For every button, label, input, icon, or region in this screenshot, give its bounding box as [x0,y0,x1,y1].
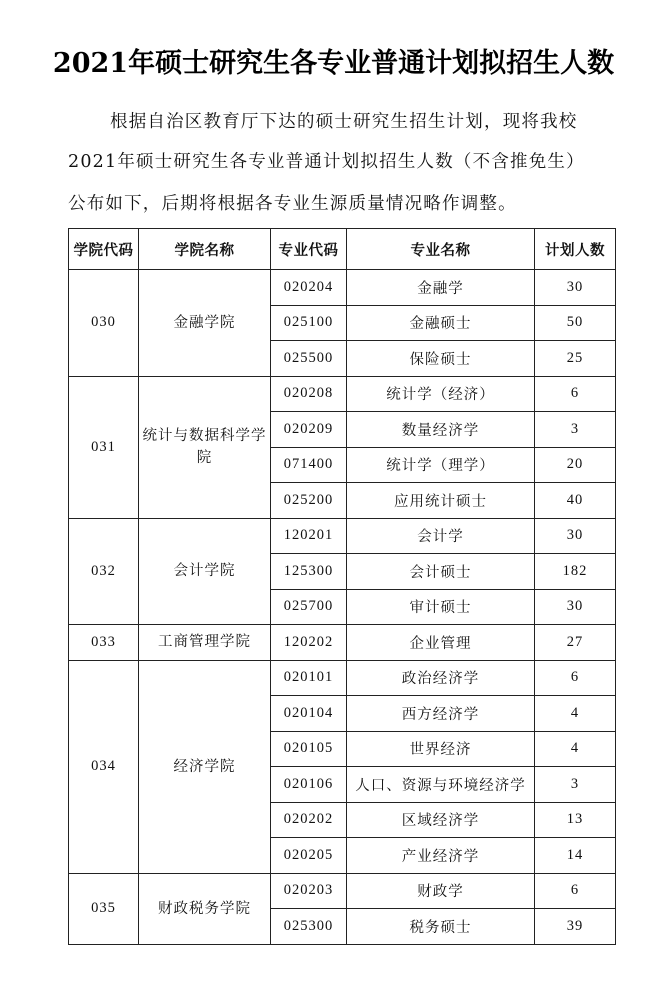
major-name-cell: 产业经济学 [347,838,535,874]
header-college-name: 学院名称 [139,229,271,270]
major-code-cell: 020209 [271,412,347,448]
major-code-cell: 125300 [271,554,347,590]
plan-count-cell: 182 [535,554,616,590]
plan-count-cell: 30 [535,518,616,554]
intro-line-2: 2021年硕士研究生各专业普通计划拟招生人数（不含推免生） [68,152,585,172]
major-name-cell: 保险硕士 [347,341,535,377]
plan-count-cell: 4 [535,731,616,767]
table-body [69,270,616,945]
college-code-cell: 032 [69,518,139,625]
major-name-cell: 人口、资源与环境经济学 [347,767,535,803]
major-name-cell: 数量经济学 [347,412,535,448]
major-code-cell: 025200 [271,483,347,519]
major-code-cell: 071400 [271,447,347,483]
college-name-cell: 会计学院 [139,518,271,625]
major-code-cell: 020101 [271,660,347,696]
college-name-cell: 工商管理学院 [139,625,271,661]
college-name-cell: 经济学院 [139,660,271,873]
page-title: 2021年硕士研究生各专业普通计划拟招生人数 [52,48,615,79]
table-row [69,873,616,909]
table-row [69,625,616,661]
college-name-cell: 统计与数据科学学院 [139,376,271,518]
college-code-cell: 030 [69,270,139,377]
college-name-cell: 金融学院 [139,270,271,377]
major-code-cell: 025500 [271,341,347,377]
major-code-cell: 020208 [271,376,347,412]
major-code-cell: 020104 [271,696,347,732]
major-name-cell: 应用统计硕士 [347,483,535,519]
header-major-name: 专业名称 [347,229,535,270]
major-code-cell: 120202 [271,625,347,661]
major-code-cell: 020204 [271,270,347,306]
college-code-cell: 034 [69,660,139,873]
major-name-cell: 西方经济学 [347,696,535,732]
plan-count-cell: 6 [535,376,616,412]
major-name-cell: 企业管理 [347,625,535,661]
plan-count-cell: 6 [535,660,616,696]
plan-count-cell: 13 [535,802,616,838]
plan-count-cell: 30 [535,589,616,625]
table-row [69,660,616,696]
plan-count-cell: 27 [535,625,616,661]
major-code-cell: 020105 [271,731,347,767]
plan-count-cell: 4 [535,696,616,732]
intro-line-1: 根据自治区教育厅下达的硕士研究生招生计划，现将我校 [110,112,578,132]
major-code-cell: 020203 [271,873,347,909]
plan-count-cell: 25 [535,341,616,377]
major-name-cell: 财政学 [347,873,535,909]
major-code-cell: 025700 [271,589,347,625]
header-major-code: 专业代码 [271,229,347,270]
major-code-cell: 020205 [271,838,347,874]
major-name-cell: 统计学（经济） [347,376,535,412]
table-row [69,376,616,412]
plan-count-cell: 39 [535,909,616,945]
major-code-cell: 120201 [271,518,347,554]
plan-count-cell: 30 [535,270,616,306]
table-header-row [69,229,616,270]
major-name-cell: 金融学 [347,270,535,306]
major-name-cell: 世界经济 [347,731,535,767]
major-code-cell: 025100 [271,305,347,341]
plan-count-cell: 50 [535,305,616,341]
major-name-cell: 统计学（理学） [347,447,535,483]
major-name-cell: 会计学 [347,518,535,554]
plan-count-cell: 20 [535,447,616,483]
plan-count-cell: 14 [535,838,616,874]
plan-count-cell: 6 [535,873,616,909]
college-code-cell: 033 [69,625,139,661]
college-code-cell: 035 [69,873,139,944]
plan-count-cell: 40 [535,483,616,519]
major-name-cell: 金融硕士 [347,305,535,341]
major-code-cell: 025300 [271,909,347,945]
major-code-cell: 020106 [271,767,347,803]
plan-count-cell: 3 [535,412,616,448]
major-name-cell: 税务硕士 [347,909,535,945]
enrollment-plan-table [68,228,616,945]
plan-count-cell: 3 [535,767,616,803]
major-name-cell: 政治经济学 [347,660,535,696]
college-code-cell: 031 [69,376,139,518]
intro-line-3: 公布如下，后期将根据各专业生源质量情况略作调整。 [68,194,517,214]
major-code-cell: 020202 [271,802,347,838]
header-plan-count: 计划人数 [535,229,616,270]
major-name-cell: 区域经济学 [347,802,535,838]
table-row [69,270,616,306]
major-name-cell: 审计硕士 [347,589,535,625]
header-college-code: 学院代码 [69,229,139,270]
college-name-cell: 财政税务学院 [139,873,271,944]
table-row [69,518,616,554]
major-name-cell: 会计硕士 [347,554,535,590]
